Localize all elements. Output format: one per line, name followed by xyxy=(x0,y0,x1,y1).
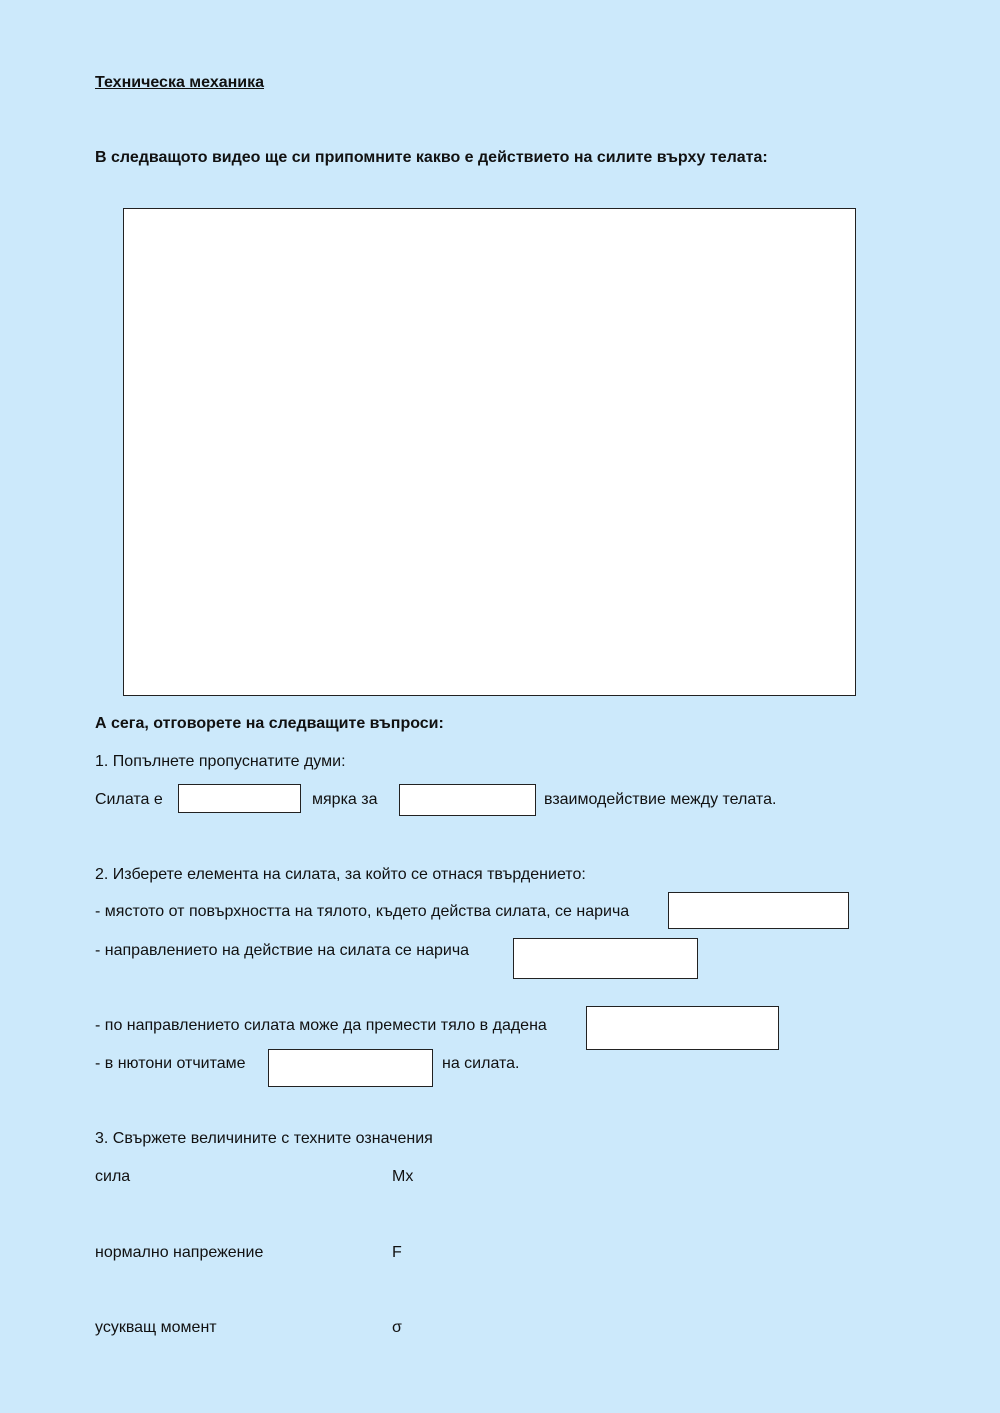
question-2-heading: 2. Изберете елемента на силата, за който се отнася твърдението: xyxy=(95,866,586,883)
question-1-text-part2: мярка за xyxy=(312,791,378,808)
q2-answer-1-input[interactable] xyxy=(668,892,849,929)
question-2-item-4-before: - в нютони отчитаме xyxy=(95,1055,246,1072)
video-player[interactable] xyxy=(123,208,856,696)
q1-blank-2-input[interactable] xyxy=(399,784,536,816)
q2-answer-3-input[interactable] xyxy=(586,1006,779,1050)
q2-answer-2-input[interactable] xyxy=(513,938,698,979)
match-right-item[interactable]: F xyxy=(392,1244,402,1261)
q2-answer-4-input[interactable] xyxy=(268,1049,433,1087)
match-left-item[interactable]: усукващ момент xyxy=(95,1319,217,1336)
section-heading: А сега, отговорете на следващите въпроси: xyxy=(95,715,444,732)
question-1-text-part3: взаимодействие между телата. xyxy=(544,791,777,808)
intro-text: В следващото видео ще си припомните какво е действието на силите върху телата: xyxy=(95,149,768,166)
match-right-item[interactable]: Mx xyxy=(392,1168,414,1185)
page-title: Техническа механика xyxy=(95,74,265,91)
question-2-item-4-after: на силата. xyxy=(442,1055,520,1072)
question-1-text-part1: Силата е xyxy=(95,791,163,808)
match-left-item[interactable]: сила xyxy=(95,1168,131,1185)
question-1-heading: 1. Попълнете пропуснатите думи: xyxy=(95,753,346,770)
question-2-item-2: - направлението на действие на силата се нарича xyxy=(95,942,470,959)
match-left-item[interactable]: нормално напрежение xyxy=(95,1244,264,1261)
question-2-item-3: - по направлението силата може да премести тяло в дадена xyxy=(95,1017,547,1034)
question-2-item-1: - мястото от повърхността на тялото, където действа силата, се нарича xyxy=(95,903,630,920)
q1-blank-1-input[interactable] xyxy=(178,784,301,813)
question-3-heading: 3. Свържете величините с техните означения xyxy=(95,1130,433,1147)
match-right-item[interactable]: σ xyxy=(392,1319,402,1336)
